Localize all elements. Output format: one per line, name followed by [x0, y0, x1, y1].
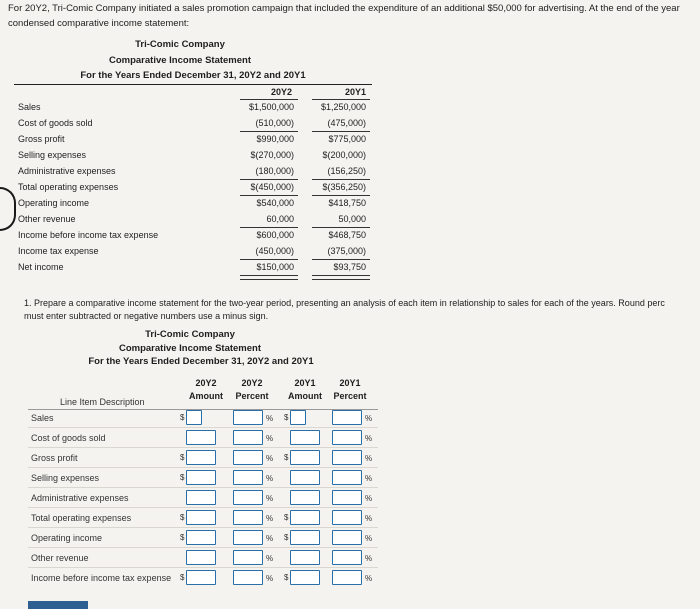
row-divider	[28, 447, 378, 448]
row-divider	[28, 427, 378, 428]
row-value-20y2: $540,000	[256, 198, 294, 208]
amount-20y2-input[interactable]	[186, 450, 216, 465]
dollar-sign: $	[180, 473, 185, 482]
dollar-sign: $	[180, 533, 185, 542]
form-row-label: Selling expenses	[31, 473, 100, 483]
form-row-label: Gross profit	[31, 453, 78, 463]
row-label: Total operating expenses	[18, 182, 119, 192]
row-value-20y2: $(270,000)	[250, 150, 294, 160]
row-label: Administrative expenses	[18, 166, 116, 176]
row-value-20y2: (180,000)	[255, 166, 294, 176]
percent-sign: %	[266, 414, 274, 423]
dollar-sign: $	[284, 513, 289, 522]
percent-20y2-input[interactable]	[233, 530, 263, 545]
percent-sign: %	[266, 514, 274, 523]
row-value-20y2: (510,000)	[255, 118, 294, 128]
dollar-sign: $	[284, 453, 289, 462]
amount-20y2-input[interactable]	[186, 490, 216, 505]
row-value-20y2: $150,000	[256, 262, 294, 272]
col-header-20y1-amount: Amount	[288, 391, 322, 401]
amount-20y2-input[interactable]	[186, 430, 216, 445]
percent-sign: %	[266, 554, 274, 563]
percent-20y2-input[interactable]	[233, 550, 263, 565]
subtotal-rule	[240, 179, 298, 180]
form-company: Tri-Comic Company	[145, 329, 235, 340]
row-value-20y2: $1,500,000	[248, 102, 294, 112]
amount-20y1-input[interactable]	[290, 470, 320, 485]
row-value-20y2: (450,000)	[255, 246, 294, 256]
percent-sign: %	[365, 514, 373, 523]
amount-20y1-input[interactable]	[290, 510, 320, 525]
percent-20y2-input[interactable]	[233, 570, 263, 585]
amount-20y2-input[interactable]	[186, 470, 216, 485]
col-rule	[240, 99, 298, 100]
form-row-label: Total operating expenses	[31, 513, 132, 523]
row-value-20y1: $(200,000)	[322, 150, 366, 160]
percent-sign: %	[365, 434, 373, 443]
row-divider	[28, 507, 378, 508]
statement-period: For the Years Ended December 31, 20Y2 and 20Y1	[80, 70, 306, 81]
percent-sign: %	[365, 454, 373, 463]
col-header-20y1-percent-year: 20Y1	[339, 378, 361, 388]
percent-sign: %	[266, 534, 274, 543]
percent-sign: %	[266, 434, 274, 443]
intro-line-2: condensed comparative income statement:	[8, 18, 190, 29]
subtotal-rule	[312, 179, 370, 180]
percent-20y1-input[interactable]	[332, 550, 362, 565]
amount-20y2-input[interactable]	[186, 410, 202, 425]
dollar-sign: $	[180, 573, 185, 582]
percent-20y1-input[interactable]	[332, 470, 362, 485]
form-row-label: Administrative expenses	[31, 493, 129, 503]
row-label: Income before income tax expense	[18, 230, 159, 240]
percent-sign: %	[365, 494, 373, 503]
statement-name: Comparative Income Statement	[108, 55, 251, 66]
form-row-label: Operating income	[31, 533, 103, 543]
col-header-description: Line Item Description	[60, 397, 145, 407]
percent-20y1-input[interactable]	[332, 410, 362, 425]
amount-20y1-input[interactable]	[290, 430, 320, 445]
amount-20y1-input[interactable]	[290, 490, 320, 505]
amount-20y2-input[interactable]	[186, 570, 216, 585]
amount-20y1-input[interactable]	[290, 450, 320, 465]
percent-sign: %	[266, 474, 274, 483]
amount-20y1-input[interactable]	[290, 530, 320, 545]
percent-20y1-input[interactable]	[332, 510, 362, 525]
percent-20y2-input[interactable]	[233, 410, 263, 425]
row-divider	[28, 567, 378, 568]
amount-20y1-input[interactable]	[290, 550, 320, 565]
percent-20y2-input[interactable]	[233, 490, 263, 505]
amount-20y1-input[interactable]	[290, 570, 320, 585]
amount-20y2-input[interactable]	[186, 530, 216, 545]
col-header-20y2-percent-year: 20Y2	[241, 378, 263, 388]
row-divider	[28, 547, 378, 548]
row-label: Income tax expense	[18, 246, 99, 256]
col-header-20y2-amount-year: 20Y2	[195, 378, 217, 388]
row-value-20y1: $775,000	[328, 134, 366, 144]
subtotal-rule	[312, 131, 370, 132]
percent-sign: %	[266, 494, 274, 503]
dollar-sign: $	[284, 533, 289, 542]
form-header-rule	[28, 409, 378, 410]
subtotal-rule	[312, 259, 370, 260]
form-row-label: Income before income tax expense	[31, 573, 172, 583]
statement-header-rule	[14, 84, 372, 85]
col-header-20y1-percent: Percent	[333, 391, 367, 401]
row-label: Selling expenses	[18, 150, 87, 160]
form-name: Comparative Income Statement	[118, 343, 261, 354]
row-value-20y1: (475,000)	[327, 118, 366, 128]
statement-col-20y2: 20Y2	[270, 87, 292, 97]
percent-20y1-input[interactable]	[332, 570, 362, 585]
row-label: Net income	[18, 262, 64, 272]
row-label: Cost of goods sold	[18, 118, 93, 128]
col-header-20y2-percent: Percent	[235, 391, 269, 401]
bracket-mark	[0, 187, 16, 231]
row-label: Other revenue	[18, 214, 76, 224]
dollar-sign: $	[180, 453, 185, 462]
col-header-20y2-amount: Amount	[189, 391, 223, 401]
percent-sign: %	[266, 574, 274, 583]
dollar-sign: $	[180, 513, 185, 522]
statement-company: Tri-Comic Company	[135, 39, 225, 50]
dollar-sign: $	[284, 413, 289, 422]
percent-20y1-input[interactable]	[332, 430, 362, 445]
percent-20y1-input[interactable]	[332, 490, 362, 505]
form-period: For the Years Ended December 31, 20Y2 and 20Y1	[88, 356, 314, 367]
amount-20y1-input[interactable]	[290, 410, 306, 425]
row-value-20y1: (375,000)	[327, 246, 366, 256]
percent-sign: %	[365, 474, 373, 483]
row-value-20y2: $(450,000)	[250, 182, 294, 192]
total-double-rule	[240, 275, 298, 280]
intro-line-1: For 20Y2, Tri-Comic Company initiated a sales promotion campaign that included the expenditure of an additional $50,000 for advertising. At the end of the year	[8, 3, 680, 14]
percent-20y2-input[interactable]	[233, 450, 263, 465]
percent-sign: %	[365, 574, 373, 583]
row-value-20y2: $600,000	[256, 230, 294, 240]
row-divider	[28, 527, 378, 528]
subtotal-rule	[240, 131, 298, 132]
row-value-20y1: $1,250,000	[320, 102, 366, 112]
row-label: Operating income	[18, 198, 90, 208]
row-value-20y1: $468,750	[328, 230, 366, 240]
row-label: Sales	[18, 102, 41, 112]
percent-20y1-input[interactable]	[332, 450, 362, 465]
percent-20y2-input[interactable]	[233, 470, 263, 485]
row-value-20y2: $990,000	[256, 134, 294, 144]
col-rule	[312, 99, 370, 100]
bottom-toolbar-edge	[28, 601, 88, 609]
amount-20y2-input[interactable]	[186, 550, 216, 565]
subtotal-rule	[312, 195, 370, 196]
percent-20y2-input[interactable]	[233, 510, 263, 525]
percent-sign: %	[365, 534, 373, 543]
row-value-20y2: 60,000	[266, 214, 294, 224]
row-value-20y1: (156,250)	[327, 166, 366, 176]
percent-20y1-input[interactable]	[332, 530, 362, 545]
percent-sign: %	[365, 554, 373, 563]
intro-text	[8, 1, 680, 31]
subtotal-rule	[312, 227, 370, 228]
subtotal-rule	[240, 227, 298, 228]
subtotal-rule	[240, 259, 298, 260]
question-line-1: 1. Prepare a comparative income statement for the two-year period, presenting an analysis of each item in relationship to sales for each of the years. Round perc	[24, 298, 665, 308]
row-divider	[28, 467, 378, 468]
row-value-20y1: 50,000	[338, 214, 366, 224]
form-row-label: Cost of goods sold	[31, 433, 106, 443]
subtotal-rule	[240, 195, 298, 196]
statement-col-20y1: 20Y1	[344, 87, 366, 97]
question-line-2: must enter subtracted or negative numbers use a minus sign.	[24, 311, 269, 321]
percent-20y2-input[interactable]	[233, 430, 263, 445]
percent-sign: %	[266, 454, 274, 463]
form-row-label: Sales	[31, 413, 54, 423]
amount-20y2-input[interactable]	[186, 510, 216, 525]
row-divider	[28, 487, 378, 488]
dollar-sign: $	[180, 413, 185, 422]
row-value-20y1: $418,750	[328, 198, 366, 208]
total-double-rule	[312, 275, 370, 280]
row-label: Gross profit	[18, 134, 65, 144]
row-value-20y1: $(356,250)	[322, 182, 366, 192]
col-header-20y1-amount-year: 20Y1	[294, 378, 316, 388]
dollar-sign: $	[284, 573, 289, 582]
row-value-20y1: $93,750	[333, 262, 366, 272]
percent-sign: %	[365, 414, 373, 423]
form-row-label: Other revenue	[31, 553, 89, 563]
